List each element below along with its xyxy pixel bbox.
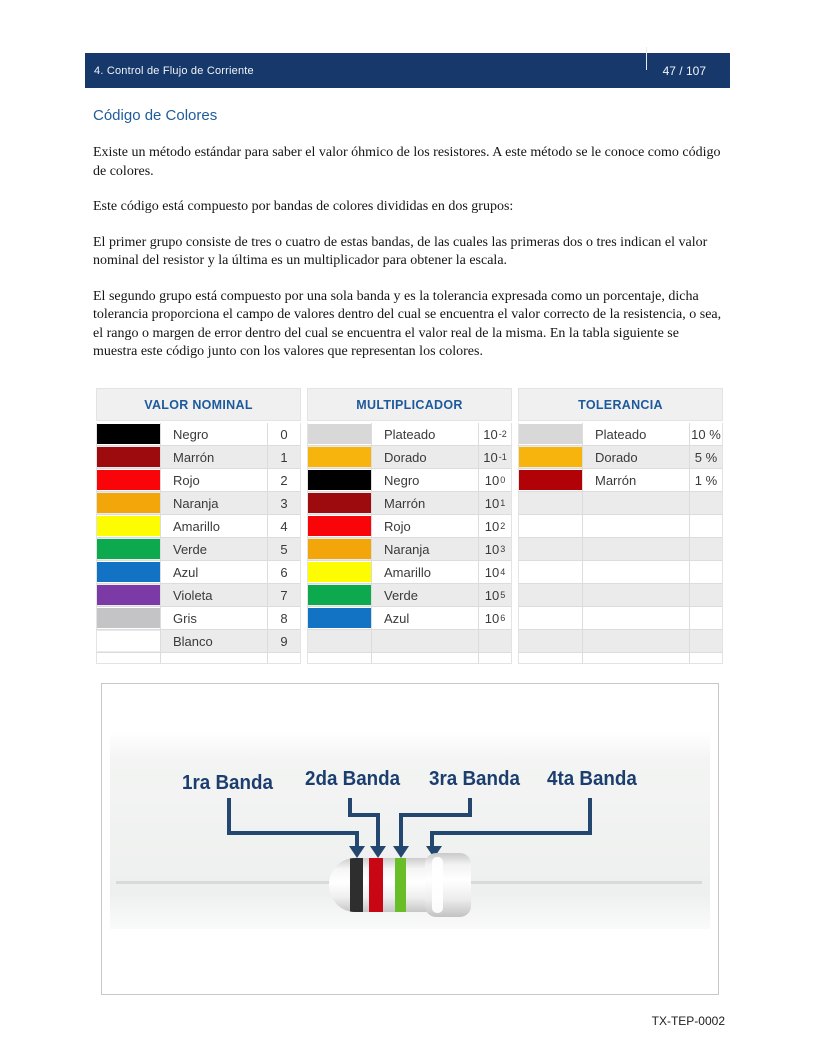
color-value: 3 xyxy=(267,492,301,515)
color-swatch-cell xyxy=(518,446,582,469)
table-row xyxy=(518,584,723,607)
color-name: Gris xyxy=(160,607,267,630)
color-name: Negro xyxy=(371,469,478,492)
color-swatch-cell xyxy=(518,607,582,630)
color-name: Dorado xyxy=(582,446,689,469)
color-swatch-cell xyxy=(307,561,371,584)
color-name: Plateado xyxy=(371,423,478,446)
color-swatch-cell xyxy=(307,630,371,653)
color-swatch-cell xyxy=(518,423,582,446)
table-row xyxy=(518,515,723,538)
color-swatch-cell xyxy=(96,515,160,538)
page-header-bar xyxy=(85,53,730,88)
table-row xyxy=(518,423,723,446)
empty-cell xyxy=(160,653,267,664)
color-name: Verde xyxy=(371,584,478,607)
empty-cell xyxy=(582,653,689,664)
table-row xyxy=(518,561,723,584)
empty-cell xyxy=(478,653,512,664)
color-swatch xyxy=(308,424,371,444)
color-swatch xyxy=(97,447,160,467)
color-value: 1 % xyxy=(689,469,723,492)
resistor-body xyxy=(329,858,433,912)
color-swatch-cell xyxy=(307,607,371,630)
color-value: 1 xyxy=(267,446,301,469)
paragraph: El primer grupo consiste de tres o cuatro de estas bandas, de las cuales las primeras dos o tres indican el valor nominal del resistor y la última es un multiplicador para obtener la escala. xyxy=(93,234,708,268)
arrow-line xyxy=(588,798,592,835)
color-swatch xyxy=(308,516,371,536)
color-name: Negro xyxy=(160,423,267,446)
color-swatch-cell xyxy=(96,630,160,653)
color-name xyxy=(582,538,689,561)
empty-cell xyxy=(518,653,582,664)
color-name: Violeta xyxy=(160,584,267,607)
column-header: VALOR NOMINAL xyxy=(96,388,301,421)
color-name xyxy=(582,561,689,584)
table-row xyxy=(518,446,723,469)
table-row-padding xyxy=(96,653,301,664)
label-1ra-banda: 1ra Banda xyxy=(182,772,273,794)
color-value xyxy=(689,584,723,607)
table-row xyxy=(307,538,512,561)
arrow-line xyxy=(355,831,359,847)
color-swatch-cell xyxy=(307,469,371,492)
arrow-line xyxy=(376,813,380,847)
resistor-figure xyxy=(101,683,719,995)
table-row xyxy=(96,515,301,538)
color-value: 7 xyxy=(267,584,301,607)
cap-highlight xyxy=(432,857,443,913)
empty-cell xyxy=(96,653,160,664)
color-name: Rojo xyxy=(160,469,267,492)
color-name xyxy=(582,630,689,653)
color-value: 10 0 xyxy=(478,469,512,492)
color-name xyxy=(582,584,689,607)
color-value xyxy=(689,561,723,584)
table-row xyxy=(307,561,512,584)
color-swatch xyxy=(308,585,371,605)
resistor-band-1 xyxy=(350,858,363,912)
resistor-band-3 xyxy=(395,858,406,912)
table-row xyxy=(518,469,723,492)
color-value: 5 % xyxy=(689,446,723,469)
color-swatch xyxy=(308,539,371,559)
color-name: Verde xyxy=(160,538,267,561)
color-value xyxy=(689,492,723,515)
color-swatch-cell xyxy=(96,423,160,446)
color-value: 6 xyxy=(267,561,301,584)
color-value xyxy=(689,538,723,561)
color-name: Azul xyxy=(371,607,478,630)
color-name: Amarillo xyxy=(160,515,267,538)
table-row xyxy=(518,492,723,515)
color-value: 10 -1 xyxy=(478,446,512,469)
color-name: Marrón xyxy=(371,492,478,515)
header-divider xyxy=(646,47,647,70)
arrow-down-icon xyxy=(349,846,365,858)
color-swatch-cell xyxy=(96,492,160,515)
color-value: 2 xyxy=(267,469,301,492)
color-swatch xyxy=(97,493,160,513)
color-value: 10 3 xyxy=(478,538,512,561)
color-value: 10 5 xyxy=(478,584,512,607)
color-value: 10 1 xyxy=(478,492,512,515)
table-row xyxy=(307,515,512,538)
color-swatch xyxy=(308,608,371,628)
table-row xyxy=(307,423,512,446)
color-name: Marrón xyxy=(582,469,689,492)
column-header: TOLERANCIA xyxy=(518,388,723,421)
table-row xyxy=(96,538,301,561)
table-row xyxy=(307,584,512,607)
page-title: Código de Colores xyxy=(93,107,218,124)
color-swatch xyxy=(97,516,160,536)
arrow-down-icon xyxy=(370,846,386,858)
color-value: 10 % xyxy=(689,423,723,446)
body-text xyxy=(93,144,725,379)
color-swatch-cell xyxy=(518,538,582,561)
color-swatch-cell xyxy=(518,515,582,538)
color-name xyxy=(371,630,478,653)
label-4ta-banda: 4ta Banda xyxy=(547,768,637,790)
arrow-down-icon xyxy=(393,846,409,858)
table-row xyxy=(307,607,512,630)
color-swatch-cell xyxy=(307,492,371,515)
resistor-end-cap xyxy=(425,853,471,917)
color-swatch-cell xyxy=(307,584,371,607)
color-swatch-cell xyxy=(518,469,582,492)
color-swatch-cell xyxy=(96,538,160,561)
color-swatch xyxy=(97,562,160,582)
color-value: 4 xyxy=(267,515,301,538)
color-swatch xyxy=(97,608,160,628)
color-swatch xyxy=(97,470,160,490)
color-name: Amarillo xyxy=(371,561,478,584)
table-row xyxy=(307,492,512,515)
arrow-line xyxy=(430,831,434,847)
color-name xyxy=(582,492,689,515)
color-swatch-cell xyxy=(96,584,160,607)
empty-cell xyxy=(307,653,371,664)
color-name: Naranja xyxy=(160,492,267,515)
color-code-table xyxy=(96,388,723,664)
empty-cell xyxy=(371,653,478,664)
color-swatch xyxy=(308,447,371,467)
color-value xyxy=(689,630,723,653)
table-row xyxy=(307,630,512,653)
column-header: MULTIPLICADOR xyxy=(307,388,512,421)
paragraph: El segundo grupo está compuesto por una sola banda y es la tolerancia expresada como un porcentaje, dicha tolerancia proporciona el campo de valores dentro del cual se encuentra el valor correcto de la resistencia, o sea, el rango o margen de error dentro del cual se encuentra el valor real de la misma. En la tabla siguiente se muestra este código junto con los valores que representan los colores. xyxy=(93,288,722,359)
color-swatch xyxy=(97,424,160,444)
color-name: Plateado xyxy=(582,423,689,446)
color-swatch xyxy=(308,470,371,490)
color-swatch-cell xyxy=(307,446,371,469)
color-swatch xyxy=(519,424,582,444)
color-swatch-cell xyxy=(307,515,371,538)
color-value: 5 xyxy=(267,538,301,561)
color-swatch-cell xyxy=(96,469,160,492)
color-swatch xyxy=(97,631,160,651)
table-row xyxy=(518,630,723,653)
table-group-multiplicador xyxy=(307,388,512,664)
arrow-line xyxy=(430,831,592,835)
empty-cell xyxy=(689,653,723,664)
color-swatch-cell xyxy=(518,492,582,515)
table-row xyxy=(96,607,301,630)
color-value: 9 xyxy=(267,630,301,653)
table-group-valor-nominal xyxy=(96,388,301,664)
document-code: TX-TEP-0002 xyxy=(651,1014,725,1028)
section-title: 4. Control de Flujo de Corriente xyxy=(94,64,254,77)
color-swatch-cell xyxy=(96,561,160,584)
table-row xyxy=(96,561,301,584)
table-row xyxy=(307,469,512,492)
color-name: Naranja xyxy=(371,538,478,561)
resistor-band-2 xyxy=(369,858,383,912)
color-value xyxy=(689,607,723,630)
color-swatch-cell xyxy=(518,584,582,607)
color-value: 10 6 xyxy=(478,607,512,630)
table-row xyxy=(96,630,301,653)
table-row xyxy=(96,584,301,607)
table-row xyxy=(518,607,723,630)
color-value: 0 xyxy=(267,423,301,446)
label-3ra-banda: 3ra Banda xyxy=(429,768,520,790)
color-swatch-cell xyxy=(518,630,582,653)
arrow-line xyxy=(227,831,359,835)
table-row-padding xyxy=(518,653,723,664)
color-swatch-cell xyxy=(518,561,582,584)
color-name: Rojo xyxy=(371,515,478,538)
table-row xyxy=(307,446,512,469)
color-value xyxy=(478,630,512,653)
color-swatch-cell xyxy=(96,607,160,630)
color-value xyxy=(689,515,723,538)
color-swatch-cell xyxy=(307,538,371,561)
color-swatch xyxy=(308,562,371,582)
page-number: 47 / 107 xyxy=(662,63,706,78)
table-row xyxy=(96,492,301,515)
table-row-padding xyxy=(307,653,512,664)
arrow-line xyxy=(227,798,231,835)
color-swatch xyxy=(97,539,160,559)
color-swatch-cell xyxy=(96,446,160,469)
empty-cell xyxy=(267,653,301,664)
color-value: 8 xyxy=(267,607,301,630)
table-group-tolerancia xyxy=(518,388,723,664)
color-swatch xyxy=(97,585,160,605)
color-name: Marrón xyxy=(160,446,267,469)
color-name: Dorado xyxy=(371,446,478,469)
arrow-line xyxy=(399,813,472,817)
table-row xyxy=(96,423,301,446)
paragraph: Existe un método estándar para saber el valor óhmico de los resistores. A este método se le conoce como código de colores. xyxy=(93,145,721,179)
color-swatch-cell xyxy=(307,423,371,446)
color-swatch xyxy=(519,470,582,490)
label-2da-banda: 2da Banda xyxy=(305,768,401,790)
color-value: 10 4 xyxy=(478,561,512,584)
color-name: Blanco xyxy=(160,630,267,653)
table-row xyxy=(518,538,723,561)
color-name xyxy=(582,607,689,630)
paragraph: Este código está compuesto por bandas de colores divididas en dos grupos: xyxy=(93,199,514,214)
table-row xyxy=(96,469,301,492)
color-value: 10 -2 xyxy=(478,423,512,446)
color-value: 10 2 xyxy=(478,515,512,538)
color-swatch xyxy=(308,493,371,513)
color-swatch xyxy=(519,447,582,467)
arrow-line xyxy=(399,813,403,847)
color-name xyxy=(582,515,689,538)
table-row xyxy=(96,446,301,469)
color-name: Azul xyxy=(160,561,267,584)
